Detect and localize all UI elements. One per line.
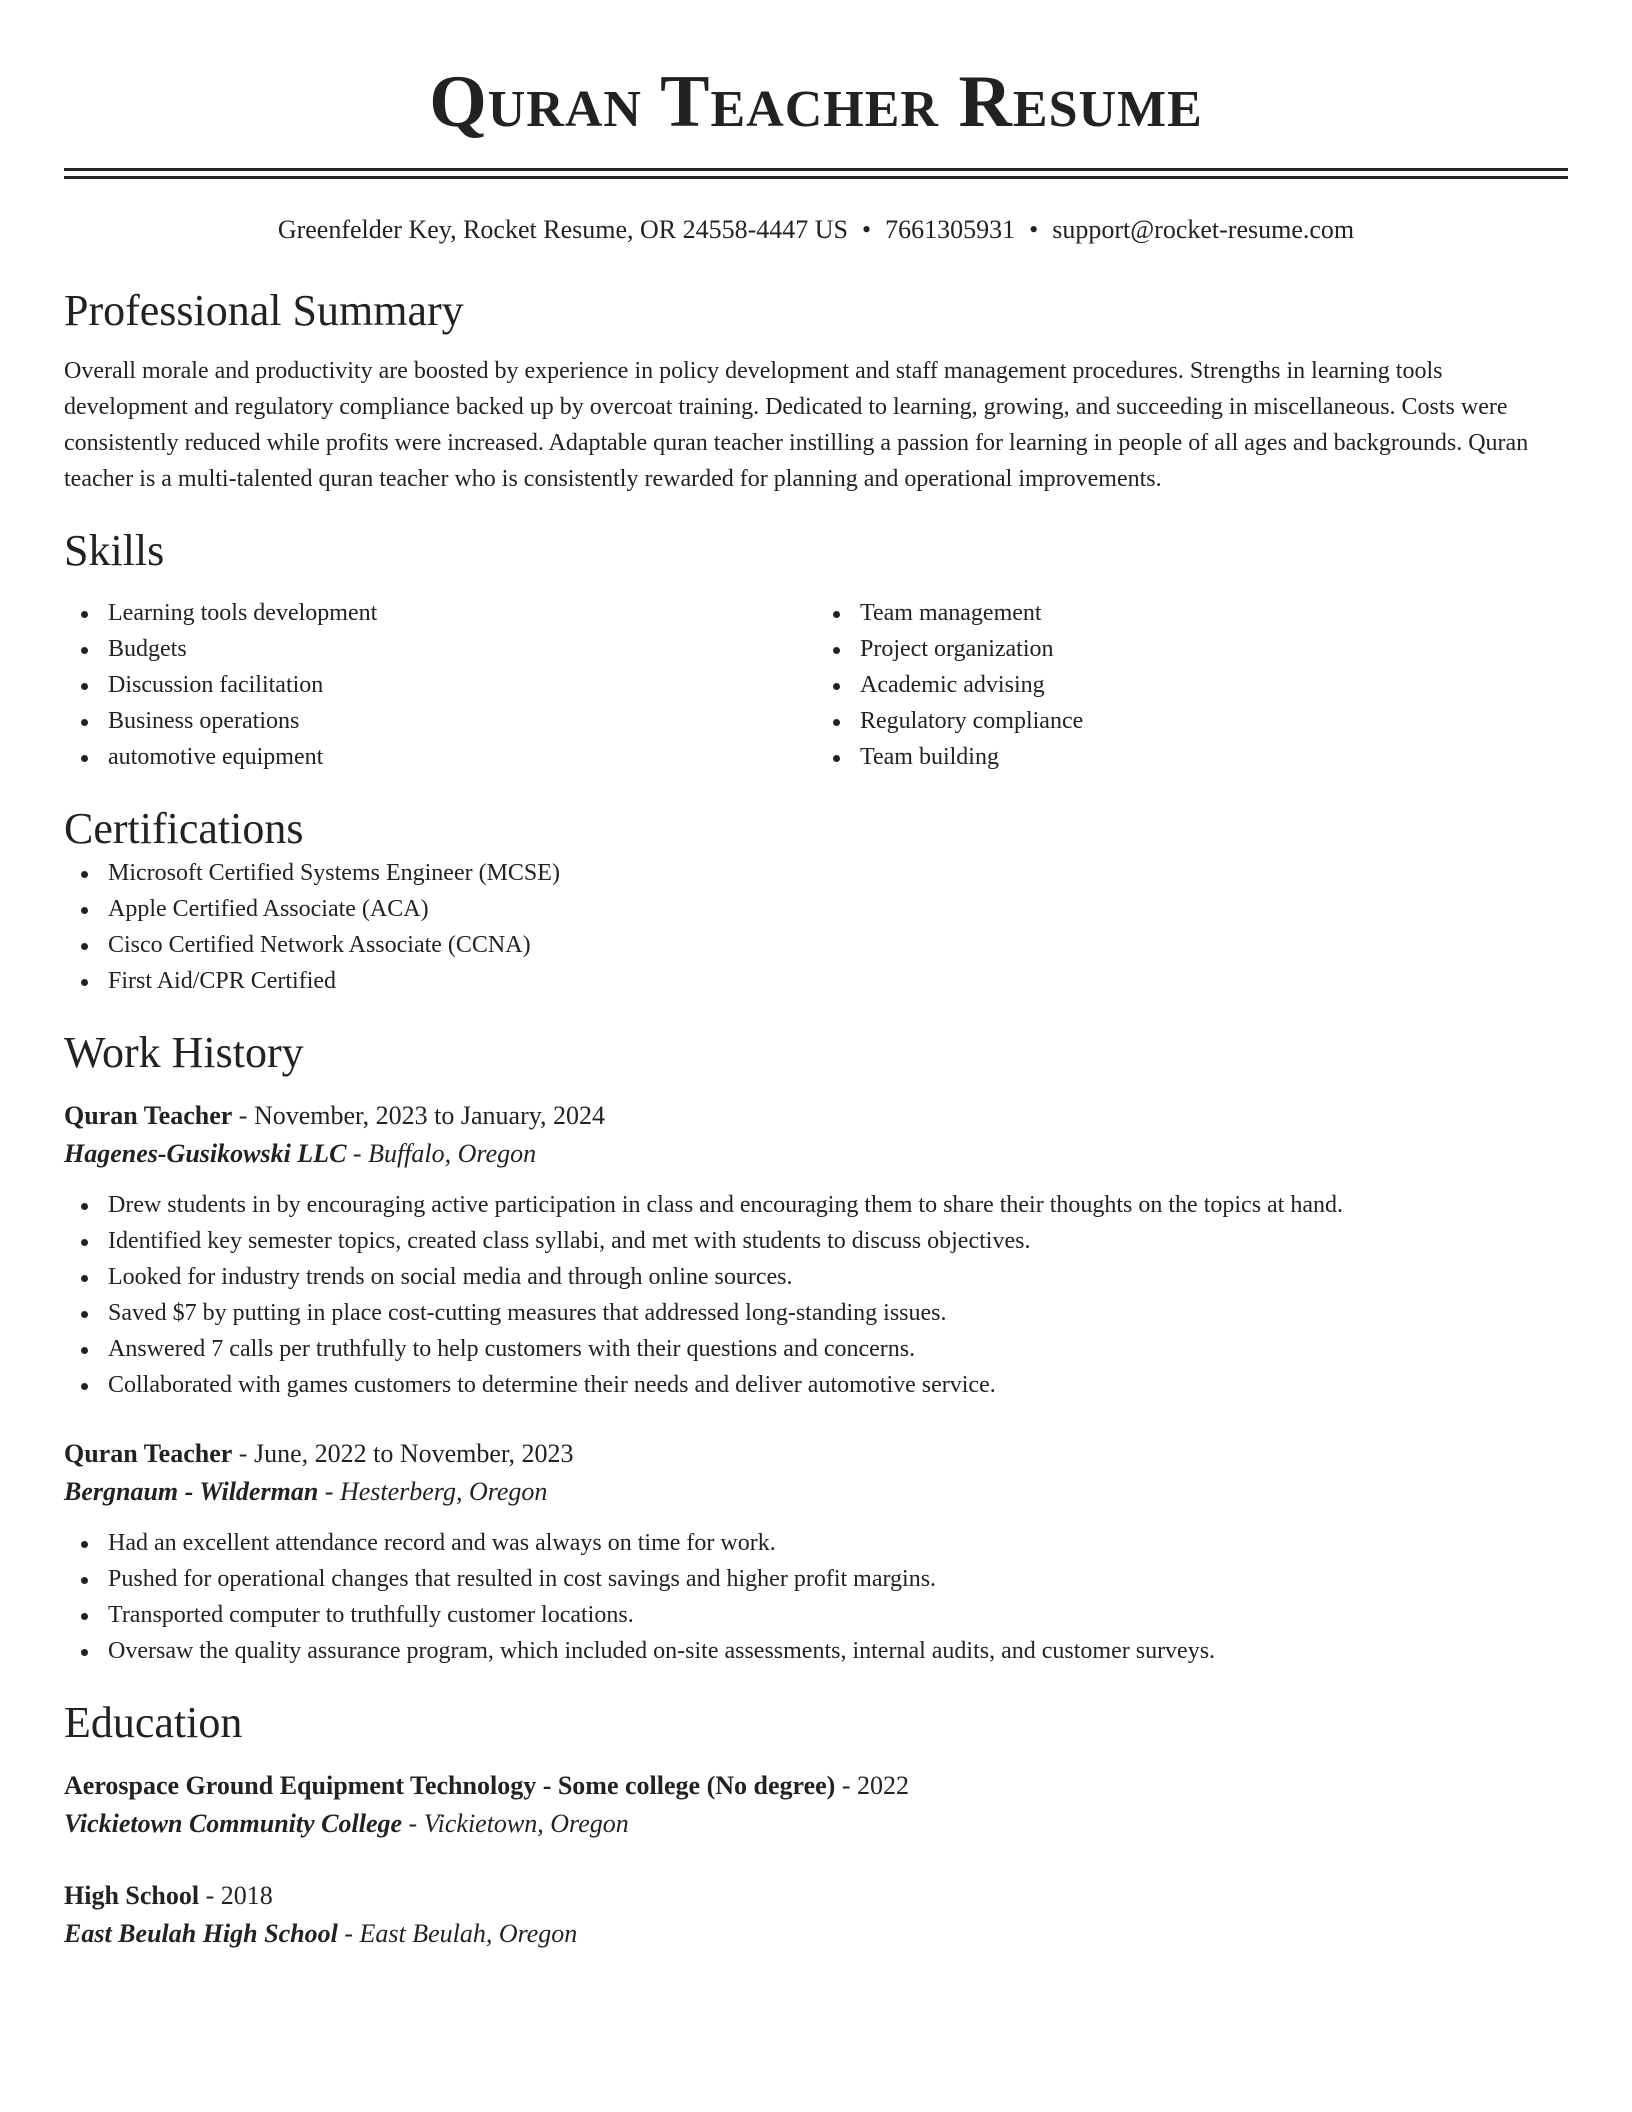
education-year: - 2022 [835,1771,909,1800]
contact-phone: 7661305931 [885,215,1016,244]
job-bullet: Looked for industry trends on social media and through online sources. [108,1259,1568,1295]
education-school: East Beulah High School [64,1919,338,1948]
job-dates: - November, 2023 to January, 2024 [232,1101,606,1130]
job-bullet: Drew students in by encouraging active participation in class and encouraging them to share their thoughts on the topics at hand. [108,1187,1568,1223]
skill-item: Regulatory compliance [860,703,1568,739]
job-company-line [64,1473,1568,1511]
job-bullet: Saved $7 by putting in place cost-cutting measures that addressed long-standing issues. [108,1295,1568,1331]
job-location: - Hesterberg, Oregon [318,1477,548,1506]
job-bullets [64,1525,1568,1669]
certification-item: Cisco Certified Network Associate (CCNA) [108,927,1568,963]
education-year: - 2018 [199,1881,273,1910]
skills-columns [64,595,1568,775]
skill-item: Discussion facilitation [108,667,816,703]
education-entry [64,1877,1568,1953]
job-bullet: Had an excellent attendance record and was always on time for work. [108,1525,1568,1561]
skill-item: Learning tools development [108,595,816,631]
contact-separator: • [1029,215,1039,244]
certification-item: First Aid/CPR Certified [108,963,1568,999]
skill-item: Project organization [860,631,1568,667]
job-bullet: Pushed for operational changes that resulted in cost savings and higher profit margins. [108,1561,1568,1597]
education-location: - Vickietown, Oregon [402,1809,629,1838]
contact-address: Greenfelder Key, Rocket Resume, OR 24558-4447 US [277,215,849,244]
education-school-line [64,1915,1568,1953]
skills-list-right [816,595,1568,775]
job-title: Quran Teacher [64,1101,233,1130]
skill-item: Team building [860,739,1568,775]
certification-item: Apple Certified Associate (ACA) [108,891,1568,927]
skill-item: Team management [860,595,1568,631]
summary-text: Overall morale and productivity are boosted by experience in policy development and staff management procedures. Strengths in learning tools development and regulatory compliance backed up by overcoat training. Dedicated to learning, growing, and succeeding in miscellaneous. Costs were consistently reduced while profits were increased. Adaptable quran teacher instilling a passion for learning in people of all ages and backgrounds. Quran teacher is a multi-talented quran teacher who is consistently rewarded for planning and operational improvements. [64,358,1529,492]
job-bullets [64,1187,1568,1403]
job-entry [64,1097,1568,1403]
job-title: Quran Teacher [64,1439,233,1468]
job-dates: - June, 2022 to November, 2023 [232,1439,574,1468]
job-bullet: Collaborated with games customers to determine their needs and deliver automotive service. [108,1367,1568,1403]
job-bullet: Answered 7 calls per truthfully to help customers with their questions and concerns. [108,1331,1568,1367]
contact-separator: • [862,215,872,244]
education-school-line [64,1805,1568,1843]
certifications-list [64,855,1568,999]
education-entry [64,1767,1568,1843]
certification-item: Microsoft Certified Systems Engineer (MCSE) [108,855,1568,891]
job-company: Bergnaum - Wilderman [64,1477,319,1506]
certifications-heading: Certifications [64,804,304,853]
education-degree-line [64,1877,1568,1915]
job-bullet: Identified key semester topics, created class syllabi, and met with students to discuss objectives. [108,1223,1568,1259]
education-degree: Aerospace Ground Equipment Technology - Some college (No degree) [64,1771,836,1800]
job-entry [64,1435,1568,1669]
skills-heading: Skills [64,526,165,575]
title-rule-top [64,168,1568,171]
education-location: - East Beulah, Oregon [337,1919,578,1948]
job-bullet: Oversaw the quality assurance program, which included on-site assessments, internal audits, and customer surveys. [108,1633,1568,1669]
job-company-line [64,1135,1568,1173]
contact-line [64,213,1568,247]
job-company: Hagenes-Gusikowski LLC [64,1139,347,1168]
education-degree: High School [64,1881,200,1910]
education-degree-line [64,1767,1568,1805]
job-location: - Buffalo, Oregon [346,1139,537,1168]
skill-item: Budgets [108,631,816,667]
skill-item: automotive equipment [108,739,816,775]
education-school: Vickietown Community College [64,1809,403,1838]
resume-title: Quran Teacher Resume [429,61,1203,143]
job-bullet: Transported computer to truthfully customer locations. [108,1597,1568,1633]
job-title-line [64,1097,1568,1135]
skills-list-left [64,595,816,775]
skill-item: Academic advising [860,667,1568,703]
job-title-line [64,1435,1568,1473]
summary-heading: Professional Summary [64,286,464,335]
contact-email: support@rocket-resume.com [1052,215,1355,244]
education-heading: Education [64,1698,243,1747]
skill-item: Business operations [108,703,816,739]
work-history-heading: Work History [64,1028,304,1077]
title-rule-bottom [64,176,1568,179]
